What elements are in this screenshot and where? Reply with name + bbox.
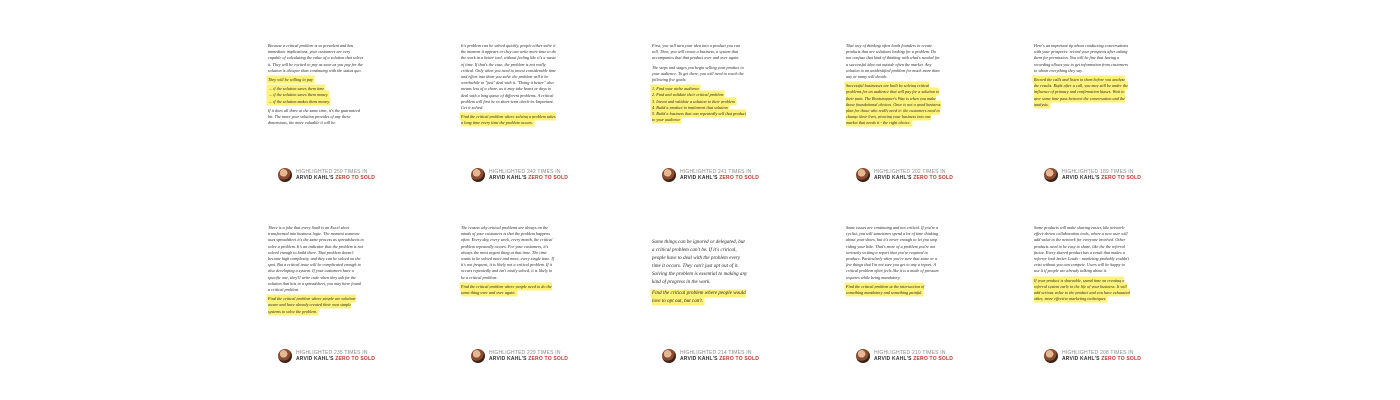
author-avatar <box>662 349 676 363</box>
author-name: ARVID KAHL'S <box>489 356 529 362</box>
list-item: 1. Find your niche audience <box>652 86 700 92</box>
highlight-note <box>846 225 942 296</box>
highlight-card <box>846 225 942 299</box>
author-avatar <box>856 349 870 363</box>
highlight-note <box>846 43 942 127</box>
author-name: ARVID KAHL'S <box>874 356 914 362</box>
book-title: ZERO TO SOLD <box>913 175 954 181</box>
author-avatar <box>856 168 870 182</box>
author-name: ARVID KAHL'S <box>489 175 529 181</box>
attribution-text <box>489 169 568 181</box>
list-item: 2. Find and validate their critical problem <box>652 92 724 98</box>
highlighted-passage: Find the critical problem at the intersection of something mandatory and something painful. <box>846 283 925 296</box>
attribution-text <box>296 350 375 362</box>
book-credit <box>296 356 375 362</box>
note-list <box>268 86 364 105</box>
book-title: ZERO TO SOLD <box>335 175 376 181</box>
attribution <box>856 168 953 182</box>
highlight-card <box>652 239 748 309</box>
book-title: ZERO TO SOLD <box>1101 175 1142 181</box>
attribution <box>1044 168 1141 182</box>
highlight-note <box>652 43 748 123</box>
author-avatar <box>471 168 485 182</box>
book-credit <box>296 175 375 181</box>
list-item: 4. Build a product to implement that solution <box>652 104 728 110</box>
highlight-count: HIGHLIGHTED 202 TIMES IN <box>874 168 946 175</box>
note-list <box>652 86 748 123</box>
highlight-note <box>1034 225 1130 302</box>
note-paragraph: Some issues are continuing and not critical. If you're a cyclist, you will sometimes spend a lot of time thinking about your shoes, but it's never enough to let you stop riding your bike. That's more of a problem you're not seriously writing a report that you're required to produce. Particularly when you're sure that some or a few things that I'm not sure you get to any a report. A critical problem often feels like it is a mode of pressure requires while being mandatory. <box>846 225 939 280</box>
highlight-card <box>652 43 748 126</box>
list-item: → if the solution makes them money <box>268 98 330 104</box>
highlighted-passage: Find the critical problem where people would love to opt out, but can't. <box>652 291 746 304</box>
highlight-card <box>461 43 557 130</box>
book-title: ZERO TO SOLD <box>528 356 569 362</box>
highlighted-passage: Record the calls and listen to them before you analyze the results. Right after a call, you may still be under the influence of primacy and confirmation biases. Wait to give some time pass between the conversation and the analysis. <box>1034 77 1129 107</box>
note-paragraph: The reason why critical problems are always on the minds of your customers is that the problem happens often. Every day, every week, every month, the critical problem repeatedly occurs. For your customers, it's always the most urgent thing at that time. The time wants to be solved more and more, every single time. If it's not frequent, it is likely not a critical problem. If it occurs repeatedly and isn't easily solved, it is likely to be a critical problem. <box>461 225 554 280</box>
author-name: ARVID KAHL'S <box>874 175 914 181</box>
highlight-count: HIGHLIGHTED 208 TIMES IN <box>1062 349 1134 356</box>
author-avatar <box>1044 168 1058 182</box>
attribution-text <box>1062 169 1141 181</box>
note-paragraph: If it does all three at the same time, it's the guaranteed hit. The more your solution provides of any these dimensions, the more valuable it will be. <box>268 107 361 126</box>
list-item: 3. Invent and validate a solution to their problem <box>652 98 735 104</box>
book-credit <box>1062 175 1141 181</box>
attribution-text <box>874 350 953 362</box>
book-credit <box>874 175 953 181</box>
book-title: ZERO TO SOLD <box>1101 356 1142 362</box>
author-avatar <box>278 349 292 363</box>
list-item: 5. Build a business that can repeatedly sell that product to your audience <box>652 111 746 123</box>
attribution-text <box>296 169 375 181</box>
highlighted-passage: Successful businesses are built by solving critical problems for an audience that will pay for a solution to their pain. The Bootstrapper's Way is when you make those foundational choices. Once is not a good business plan for those who really need it: the customers need to change their lives, pivoting your business into one market that needs it - the right choice. <box>846 83 941 126</box>
highlighted-passage: If your product is shareable, spend time on creating a referral system early in the life of your business. It will add serious value to the product and you have exhausted other, more effective marketing techniques. <box>1034 277 1130 302</box>
highlight-card <box>268 43 364 129</box>
attribution-text <box>874 169 953 181</box>
highlight-card <box>846 43 942 130</box>
attribution <box>662 349 759 363</box>
book-title: ZERO TO SOLD <box>528 175 569 181</box>
highlight-note <box>1034 43 1130 108</box>
highlight-card <box>1034 225 1130 305</box>
highlight-card <box>461 225 557 299</box>
book-credit <box>680 175 759 181</box>
author-name: ARVID KAHL'S <box>680 356 720 362</box>
author-avatar <box>1044 349 1058 363</box>
note-paragraph: Some things can be ignored or delegated, but a critical problem can't be. If it's critical, people have to deal with the problem every time it occurs. They can't just opt out of it. Solving the problem is essential to making any kind of progress in the work. <box>652 240 748 285</box>
attribution <box>471 168 568 182</box>
attribution-text <box>680 169 759 181</box>
highlight-count: HIGHLIGHTED 259 TIMES IN <box>296 168 368 175</box>
note-paragraph: First, you will turn your idea into a product you can sell. Then, you will create a business, a system that accompanies that that product over and over again. <box>652 43 741 61</box>
list-item: → if the solution saves them money <box>268 92 328 98</box>
highlight-note <box>268 225 364 315</box>
attribution <box>278 168 375 182</box>
author-avatar <box>471 349 485 363</box>
book-title: ZERO TO SOLD <box>719 175 760 181</box>
book-credit <box>489 356 568 362</box>
highlight-count: HIGHLIGHTED 189 TIMES IN <box>1062 168 1134 175</box>
highlighted-passage: Find the critical problem where people are solution-aware and have already created their own simple systems to solve the problem. <box>268 296 357 314</box>
highlight-card <box>268 225 364 318</box>
author-name: ARVID KAHL'S <box>296 175 336 181</box>
author-avatar <box>278 168 292 182</box>
author-name: ARVID KAHL'S <box>296 356 336 362</box>
highlight-note <box>268 43 364 126</box>
list-item: → if the solution saves them time <box>268 86 325 92</box>
author-name: ARVID KAHL'S <box>1062 356 1102 362</box>
highlight-note <box>652 239 748 306</box>
attribution-text <box>489 350 568 362</box>
highlight-note <box>461 43 557 127</box>
highlight-count: HIGHLIGHTED 241 TIMES IN <box>680 168 752 175</box>
note-paragraph: There is a joke that every SaaS is an Excel sheet transformed into business logic. The moment someone uses spreadsheet it's the same process as spreadsheets to solve a problem. It's an indicator that the problem is not solved enough to build there. That problem doesn't become high complexity, and they can be solved on the spot. But a critical issue will be complicated enough to also developing a system. If your customers have a specific one, they'll write code when they ask for the solution that hits in a spreadsheet, you may have found a critical problem. <box>268 225 364 293</box>
note-paragraph: Some products will make sharing easier, like network-effect-driven collaboration tools, where a new user will add value to the network for everyone involved. Other products need to be easy to share, like the the referral factor. Every shared product has a result that makes a referrer look better. Leads - marketing probably couldn't exist without you can compete. Users will be happy to use it if people are already talking about it. <box>1034 225 1130 274</box>
author-avatar <box>662 168 676 182</box>
highlighted-passage: Find the critical problem where people need to do the same thing over and over again. <box>461 283 552 296</box>
book-credit <box>680 356 759 362</box>
note-paragraph: Because a critical problem is so prevalent and has immediate implications, your customers are very capable of calculating the value of a solution that solves it. They will be excited to pay as soon as you pay for the solution is cheaper than continuing with the status quo. <box>268 43 364 73</box>
attribution-text <box>1062 350 1141 362</box>
book-title: ZERO TO SOLD <box>335 356 376 362</box>
note-paragraph: Here's an important tip about conducting conversations with your prospects: record your prospects after asking them for permission. You will be fine that having a recording allows you to get information from customers to whom everything they say. <box>1034 43 1129 73</box>
highlight-count: HIGHLIGHTED 229 TIMES IN <box>489 349 561 356</box>
highlight-count: HIGHLIGHTED 242 TIMES IN <box>489 168 561 175</box>
attribution <box>278 349 375 363</box>
highlighted-passage: They will be willing to pay <box>268 77 313 83</box>
book-title: ZERO TO SOLD <box>913 356 954 362</box>
note-paragraph: It's problem can be solved quickly, people either solve it the moment it appears or they can write more time to do the work in a better tool, without feeling like it's a waste of time. If that's the case, the problem is not really critical. Only when you need to invest considerable time and effort into them you solve the problem will it be worthwhile to "just" deal with it. "Doing it better" also means less of a chore, as it may take hours or days to deal with a long queue of different problems. A critical problem will first be in short-term check-in. Important. Get it solved. <box>461 43 557 111</box>
book-credit <box>489 175 568 181</box>
attribution <box>856 349 953 363</box>
attribution <box>471 349 568 363</box>
book-credit <box>874 356 953 362</box>
attribution-text <box>680 350 759 362</box>
highlighted-passage: Find the critical problem where solving a problem takes a long time every time the problem occurs. <box>461 114 556 126</box>
highlight-count: HIGHLIGHTED 210 TIMES IN <box>874 349 946 356</box>
author-name: ARVID KAHL'S <box>1062 175 1102 181</box>
highlight-card <box>1034 43 1130 111</box>
highlight-note <box>461 225 557 296</box>
attribution <box>1044 349 1141 363</box>
author-name: ARVID KAHL'S <box>680 175 720 181</box>
book-title: ZERO TO SOLD <box>719 356 760 362</box>
book-credit <box>1062 356 1141 362</box>
note-paragraph: The steps and stages you begin selling your product to your audience. To get there, you will need to reach the following five goals: <box>652 64 744 83</box>
attribution <box>662 168 759 182</box>
note-paragraph: That way of thinking often leads founders to create products that are solutions looking for a problem. Do not confuse that kind of thinking with what's needed for a successful idea out outside often the market. Any solution to an unidentified problem for much more than any or many will decide. <box>846 43 940 80</box>
highlight-count: HIGHLIGHTED 214 TIMES IN <box>680 349 752 356</box>
highlight-count: HIGHLIGHTED 235 TIMES IN <box>296 349 368 356</box>
